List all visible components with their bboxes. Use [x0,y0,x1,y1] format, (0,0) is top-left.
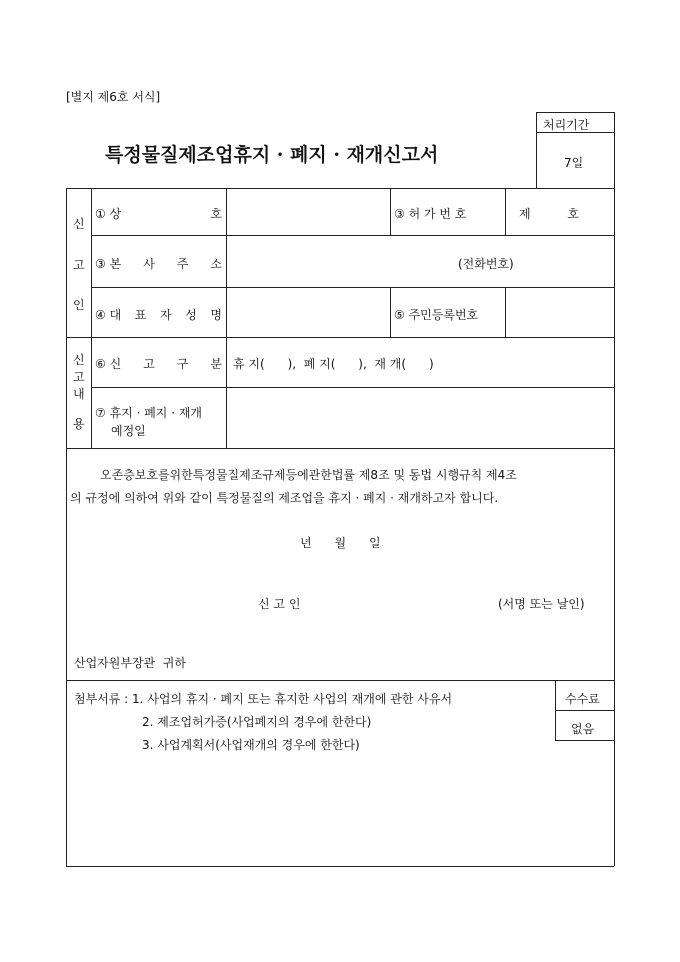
resident-number-field[interactable] [510,306,610,324]
trade-name-field[interactable] [232,205,382,223]
declaration-line-2: 의 규정에 의하여 위와 같이 특정물질의 제조업을 휴지 · 폐지 · 재개하고자 합니다. [70,491,499,505]
applicant-label-1: 신 [73,217,85,231]
permit-number-label: ③ 허 가 번 호 [394,207,467,221]
fee-label: 수수료 [565,692,600,706]
applicant-label-3: 인 [73,298,85,312]
scheduled-date-label-line1: ⑦ 휴지 · 폐지 · 재개 [95,406,203,420]
report-type-label: ⑥ 신 고 구 분 [95,357,222,371]
representative-name-label: ④ 대 표 자 성 명 [95,308,222,322]
addressee: 산업자원부장관 귀하 [74,656,186,670]
permit-number-field[interactable]: 제 호 [519,207,579,221]
processing-period-label: 처리기간 [543,118,590,132]
attachments-line-2: 2. 제조업허가증(사업폐지의 경우에 한한다) [142,715,372,729]
report-label-1: 신 [73,353,85,367]
address-field[interactable] [232,255,432,273]
form-reference: [별지 제6호 서식] [66,90,161,104]
declaration-date[interactable]: 년 월 일 [300,536,381,550]
attachments-line-1: 첨부서류 : 1. 사업의 휴지 · 폐지 또는 휴지한 사업의 재개에 관한 사유서 [74,692,453,706]
resident-number-label: ⑤ 주민등록번호 [394,308,479,322]
declaration-line-1: 오존층보호를위한특정물질제조규제등에관한법률 제8조 및 동법 시행규칙 제4조 [100,468,517,482]
applicant-label-2: 고 [73,258,85,272]
form-title: 특정물질제조업휴지 · 폐지 · 재개신고서 [105,144,439,166]
report-label-2: 고 [73,370,85,384]
representative-name-field[interactable] [232,306,382,324]
reporter-label: 신 고 인 [258,597,301,611]
signature-label[interactable]: (서명 또는 날인) [498,597,585,611]
report-label-3: 내 [73,387,85,401]
phone-label: (전화번호) [458,257,514,271]
trade-name-label: ① 상 호 [95,207,222,221]
attachments-line-3: 3. 사업계획서(사업재개의 경우에 한한다) [142,738,360,752]
fee-value: 없음 [571,722,595,736]
processing-period-value: 7일 [564,156,584,170]
report-label-4: 용 [73,417,85,431]
scheduled-date-field[interactable] [232,412,602,430]
report-type-field[interactable]: 휴 지( ), 폐 지( ), 재 개( ) [233,357,434,371]
scheduled-date-label-line2: 예정일 [111,424,146,438]
address-label: ③ 본 사 주 소 [95,257,222,271]
